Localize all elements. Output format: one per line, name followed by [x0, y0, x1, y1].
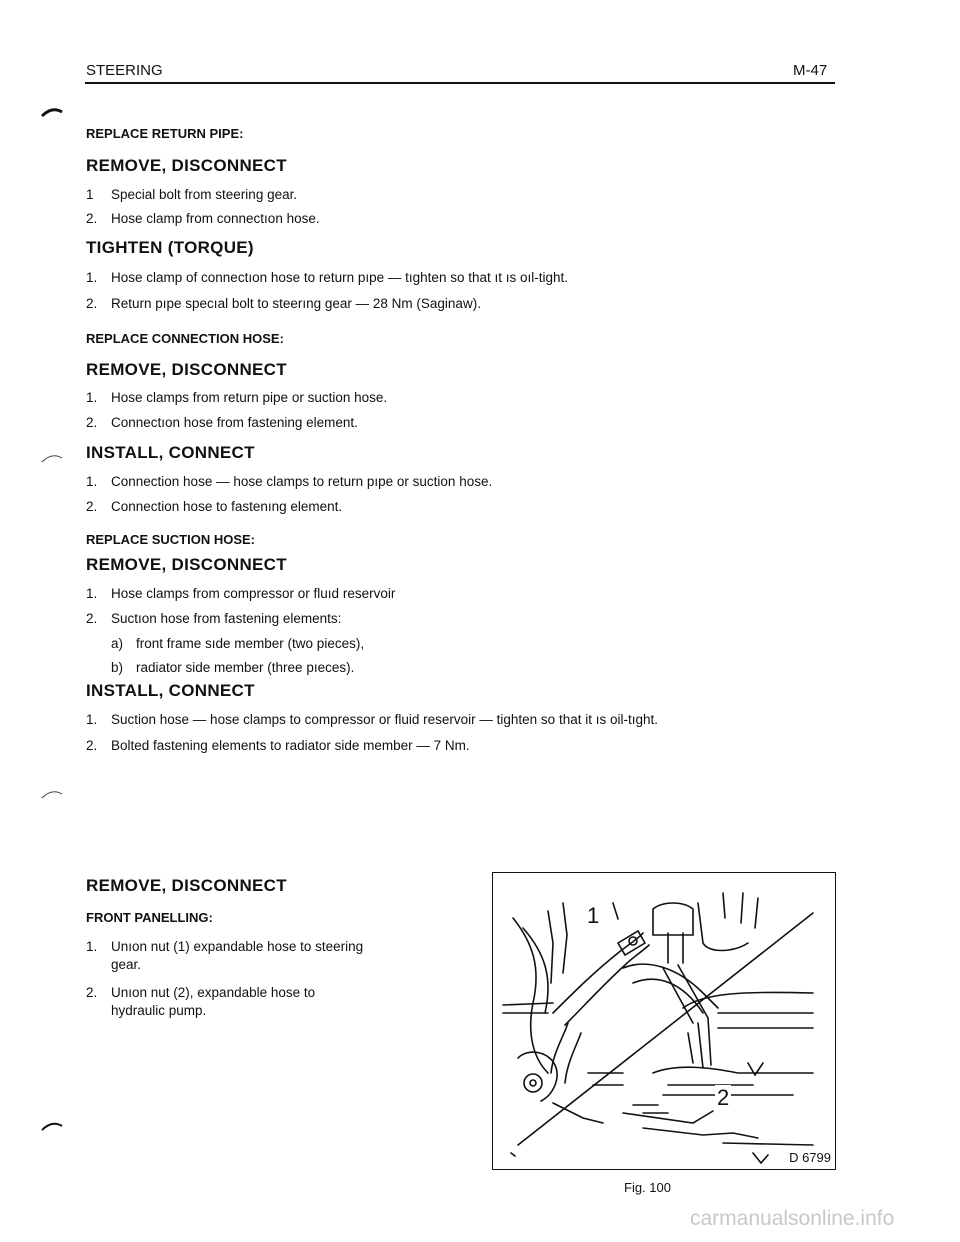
heading-install-connect: INSTALL, CONNECT	[86, 443, 255, 462]
list-item: 1. Suction hose — hose clamps to compressor or fluid reservoir — tighten so that it ıs oil-tıght.	[86, 712, 658, 727]
figure-callout-1: 1	[587, 903, 600, 928]
section-title-front-panelling: FRONT PANELLING:	[86, 910, 213, 925]
section-title-suction-hose: REPLACE SUCTION HOSE:	[86, 532, 256, 547]
running-header-section: STEERING	[86, 62, 163, 79]
margin-mark	[40, 104, 64, 118]
list-item: 1. Hose clamps from return pipe or suction hose.	[86, 390, 388, 405]
list-item: 2. Unıon nut (2), expandable hose to	[86, 985, 316, 1000]
list-item: 2. Bolted fastening elements to radiator side member — 7 Nm.	[86, 738, 470, 753]
list-item: 1 Special bolt from steering gear.	[86, 187, 298, 202]
section-title-return-pipe: REPLACE RETURN PIPE:	[86, 126, 244, 141]
heading-remove-disconnect: REMOVE, DISCONNECT	[86, 360, 287, 379]
margin-mark	[40, 786, 64, 800]
list-item: 1. Unıon nut (1) expandable hose to steering	[86, 939, 364, 954]
list-item: 1. Connection hose — hose clamps to return pıpe or suction hose.	[86, 474, 493, 489]
header-rule	[85, 82, 835, 84]
steering-hose-illustration	[493, 873, 835, 1169]
list-item: 2. Hose clamp from connectıon hose.	[86, 211, 320, 226]
list-item-continuation: gear.	[111, 957, 142, 972]
list-item: 2. Connectıon hose from fastening element.	[86, 415, 358, 430]
list-item-continuation: hydraulic pump.	[111, 1003, 207, 1018]
figure-callout-2: 2	[717, 1085, 730, 1110]
figure-frame	[492, 872, 836, 1170]
watermark: carmanualsonline.info	[690, 1207, 895, 1230]
heading-remove-disconnect: REMOVE, DISCONNECT	[86, 876, 287, 895]
list-item: 2. Suctıon hose from fastening elements:	[86, 611, 342, 626]
list-item: 2. Connection hose to fastenıng element.	[86, 499, 343, 514]
heading-remove-disconnect: REMOVE, DISCONNECT	[86, 156, 287, 175]
list-item: 1. Hose clamps from compressor or fluıd reservoir	[86, 586, 396, 601]
heading-remove-disconnect: REMOVE, DISCONNECT	[86, 555, 287, 574]
margin-mark	[40, 450, 64, 464]
running-header-page-number: M-47	[793, 62, 828, 79]
sub-list-item: b) radiator side member (three pıeces).	[111, 660, 355, 675]
heading-install-connect: INSTALL, CONNECT	[86, 681, 255, 700]
list-item: 1. Hose clamp of connectıon hose to return pıpe — tıghten so that ıt ıs oıl-tight.	[86, 270, 569, 285]
figure-code: D 6799	[789, 1150, 831, 1165]
sub-list-item: a) front frame sıde member (two pieces),	[111, 636, 365, 651]
heading-tighten-torque: TIGHTEN (TORQUE)	[86, 238, 254, 257]
figure-caption: Fig. 100	[624, 1180, 671, 1195]
list-item: 2. Return pıpe specıal bolt to steerıng gear — 28 Nm (Saginaw).	[86, 296, 481, 311]
section-title-connection-hose: REPLACE CONNECTION HOSE:	[86, 331, 284, 346]
margin-mark	[40, 1118, 64, 1132]
